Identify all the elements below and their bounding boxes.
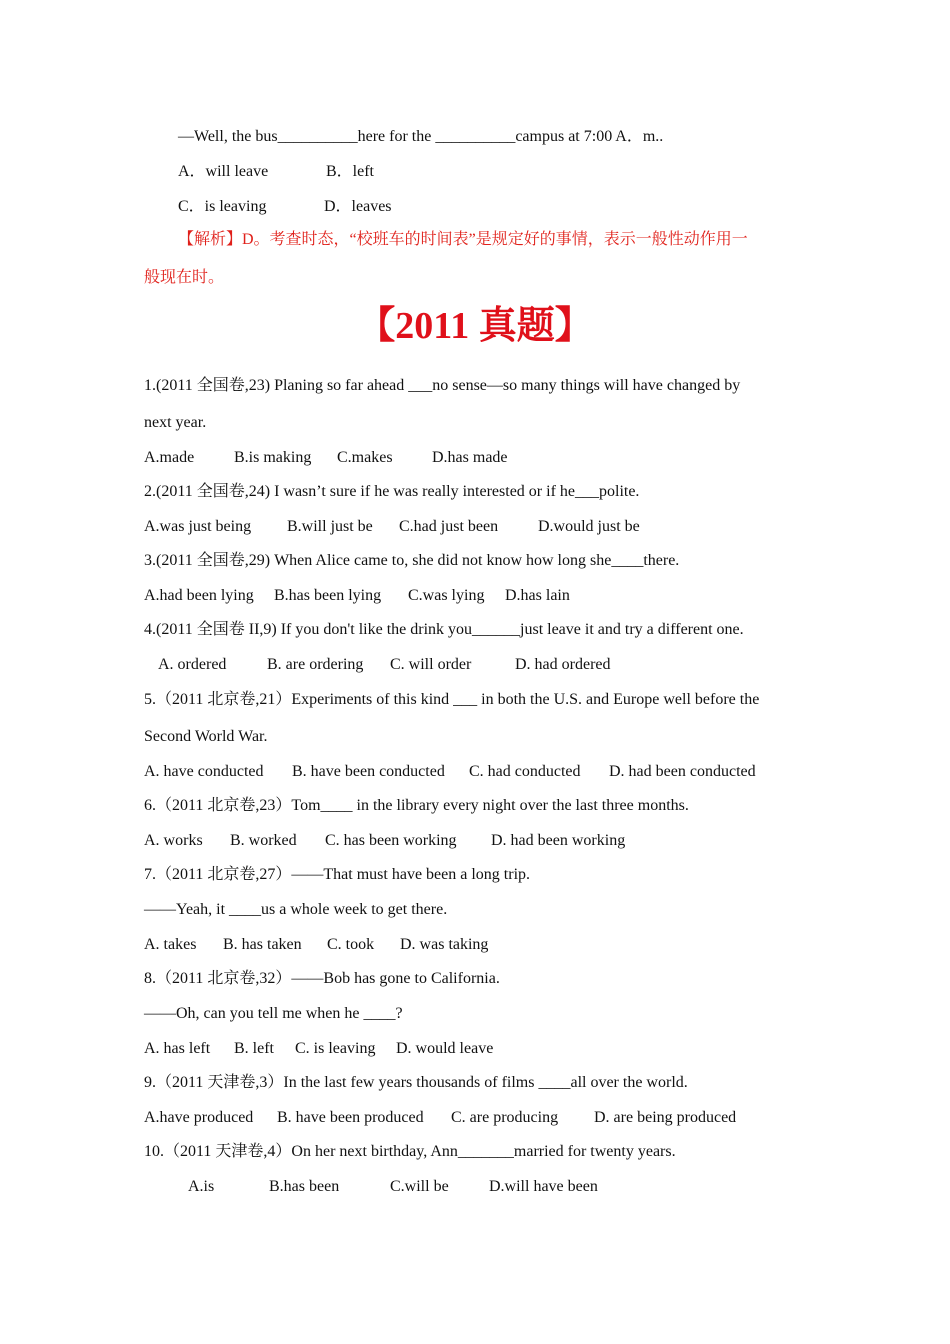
question-9-option-a: A.have produced xyxy=(144,1109,254,1126)
intro-option-a: A．will leave xyxy=(178,163,269,180)
question-9-line-1: 9.（2011 天津卷,3）In the last few years thousands of films ____all over the world. xyxy=(144,1074,688,1091)
analysis-line-2: 般现在时。 xyxy=(144,269,225,286)
question-1-option-a: A.made xyxy=(144,449,195,466)
question-2-option-d: D.would just be xyxy=(538,518,640,535)
question-4-option-a: A. ordered xyxy=(158,656,227,673)
question-7-option-d: D. was taking xyxy=(400,936,489,953)
analysis-line-1: 【解析】D。考查时态，“校班车的时间表”是规定好的事情，表示一般性动作用一 xyxy=(178,231,748,248)
intro-option-c: C．is leaving xyxy=(178,198,267,215)
question-8-option-d: D. would leave xyxy=(396,1040,494,1057)
question-5-line-1: 5.（2011 北京卷,21）Experiments of this kind ___ in both the U.S. and Europe well before the xyxy=(144,691,760,708)
question-5-option-a: A. have conducted xyxy=(144,763,264,780)
question-8-option-a: A. has left xyxy=(144,1040,211,1057)
question-6-option-c: C. has been working xyxy=(325,832,457,849)
question-3-option-a: A.had been lying xyxy=(144,587,254,604)
question-1-line-1: 1.(2011 全国卷,23) Planing so far ahead ___no sense—so many things will have changed by xyxy=(144,377,741,394)
question-3-option-b: B.has been lying xyxy=(274,587,382,604)
question-4-option-d: D. had ordered xyxy=(515,656,611,673)
question-10-option-b: B.has been xyxy=(269,1178,340,1195)
question-7-line-1: 7.（2011 北京卷,27）——That must have been a long trip. xyxy=(144,866,531,883)
question-5-line-2: Second World War. xyxy=(144,728,268,745)
question-8-option-b: B. left xyxy=(234,1040,274,1057)
question-8-option-c: C. is leaving xyxy=(295,1040,376,1057)
question-1-line-2: next year. xyxy=(144,414,207,431)
question-3-line-1: 3.(2011 全国卷,29) When Alice came to, she did not know how long she____there. xyxy=(144,552,680,569)
question-10-option-d: D.will have been xyxy=(489,1178,598,1195)
question-8-line-1: 8.（2011 北京卷,32）——Bob has gone to California. xyxy=(144,970,500,987)
question-9-option-c: C. are producing xyxy=(451,1109,559,1126)
question-6-line-1: 6.（2011 北京卷,23）Tom____ in the library every night over the last three months. xyxy=(144,797,689,814)
intro-question: —Well, the bus__________here for the __________campus at 7:00 A．m.. xyxy=(178,128,664,145)
question-1-option-b: B.is making xyxy=(234,449,312,466)
question-7-option-c: C. took xyxy=(327,936,375,953)
question-10-option-c: C.will be xyxy=(390,1178,449,1195)
question-9-option-b: B. have been produced xyxy=(277,1109,424,1126)
question-1-option-d: D.has made xyxy=(432,449,508,466)
intro-option-d: D．leaves xyxy=(324,198,392,215)
question-7-option-a: A. takes xyxy=(144,936,197,953)
intro-option-b: B．left xyxy=(326,163,374,180)
question-7-line-2: ——Yeah, it ____us a whole week to get there. xyxy=(144,901,448,918)
question-2-option-c: C.had just been xyxy=(399,518,499,535)
question-6-option-b: B. worked xyxy=(230,832,297,849)
question-5-option-c: C. had conducted xyxy=(469,763,581,780)
question-5-option-d: D. had been conducted xyxy=(609,763,756,780)
question-5-option-b: B. have been conducted xyxy=(292,763,445,780)
section-title: 【2011 真题】 xyxy=(357,305,593,347)
question-1-option-c: C.makes xyxy=(337,449,393,466)
question-2-option-b: B.will just be xyxy=(287,518,373,535)
question-6-option-d: D. had been working xyxy=(491,832,626,849)
question-7-option-b: B. has taken xyxy=(223,936,302,953)
question-9-option-d: D. are being produced xyxy=(594,1109,737,1126)
question-10-option-a: A.is xyxy=(188,1178,215,1195)
question-2-option-a: A.was just being xyxy=(144,518,252,535)
question-10-line-1: 10.（2011 天津卷,4）On her next birthday, Ann_______married for twenty years. xyxy=(144,1143,676,1160)
question-3-option-c: C.was lying xyxy=(408,587,485,604)
question-4-option-c: C. will order xyxy=(390,656,472,673)
question-4-line-1: 4.(2011 全国卷 II,9) If you don't like the drink you______just leave it and try a different one. xyxy=(144,621,744,638)
question-6-option-a: A. works xyxy=(144,832,203,849)
question-8-line-2: ——Oh, can you tell me when he ____? xyxy=(144,1005,403,1022)
question-3-option-d: D.has lain xyxy=(505,587,570,604)
question-4-option-b: B. are ordering xyxy=(267,656,364,673)
question-2-line-1: 2.(2011 全国卷,24) I wasn’t sure if he was really interested or if he___polite. xyxy=(144,483,640,500)
